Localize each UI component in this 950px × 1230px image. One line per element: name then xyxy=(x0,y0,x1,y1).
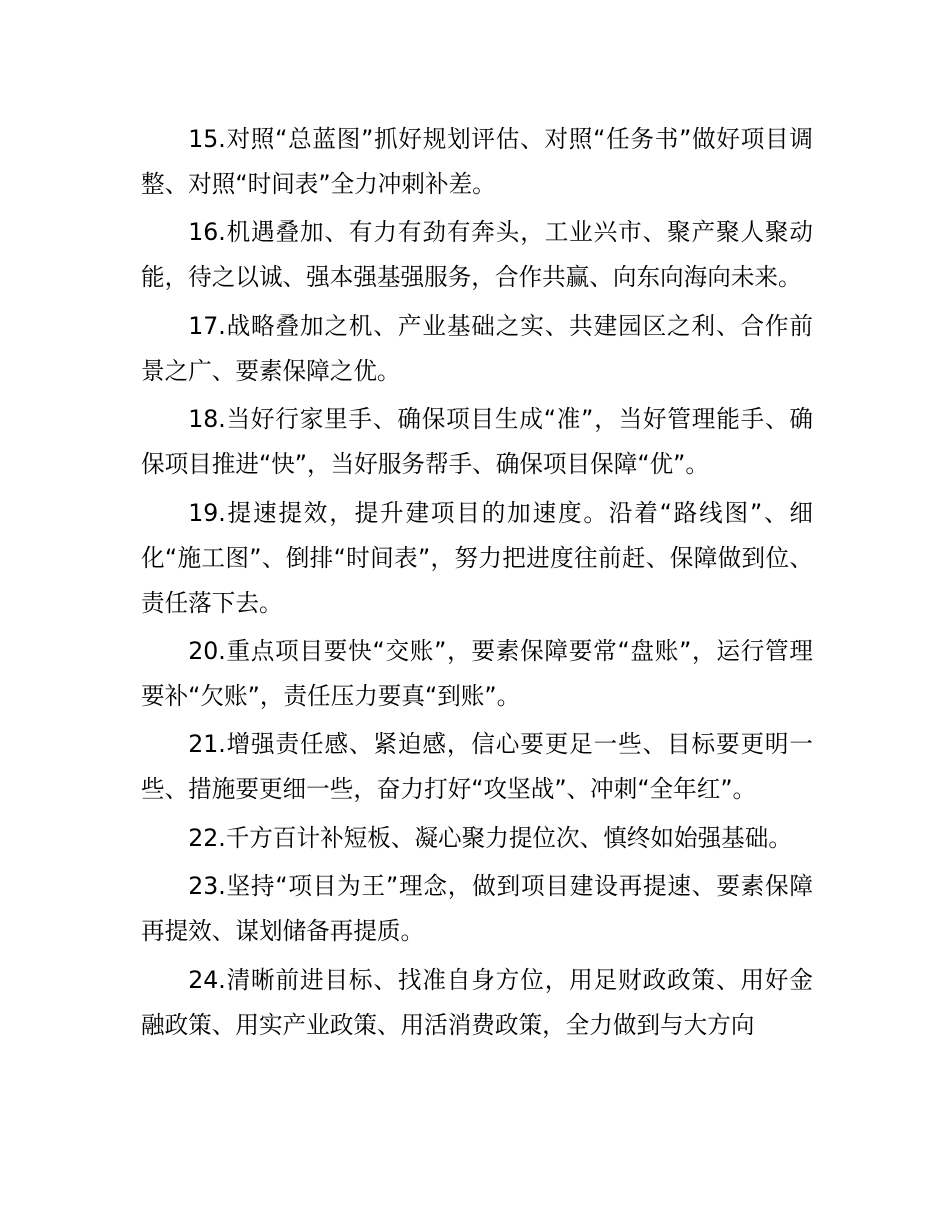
paragraph-18: 18.当好行家里手、确保项目生成“准”，当好管理能手、确保项目推进“快”，当好服务帮手、确保项目保障“优”。 xyxy=(141,405,813,479)
paragraph-17: 17.战略叠加之机、产业基础之实、共建园区之利、合作前景之广、要素保障之优。 xyxy=(141,311,813,385)
paragraph-15: 15.对照“总蓝图”抓好规划评估、对照“任务书”做好项目调整、对照“时间表”全力冲刺补差。 xyxy=(141,125,813,198)
paragraph-19: 19.提速提效，提升建项目的加速度。沿着“路线图”、细化“施工图”、倒排“时间表”，努力把进度往前赶、保障做到位、责任落下去。 xyxy=(141,498,813,617)
paragraph-23: 23.坚持“项目为王”理念，做到项目建设再提速、要素保障再提效、谋划储备再提质。 xyxy=(141,872,813,946)
paragraph-20: 20.重点项目要快“交账”，要素保障要常“盘账”，运行管理要补“欠账”，责任压力要真“到账”。 xyxy=(141,636,813,710)
paragraph-16: 16.机遇叠加、有力有劲有奔头，工业兴市、聚产聚人聚动能，待之以诚、强本强基强服务，合作共赢、向东向海向未来。 xyxy=(141,218,813,292)
paragraph-21: 21.增强责任感、紧迫感，信心要更足一些、目标要更明一些、措施要更细一些，奋力打好“攻坚战”、冲刺“全年红”。 xyxy=(141,730,813,804)
paragraph-24: 24.清晰前进目标、找准自身方位，用足财政政策、用好金融政策、用实产业政策、用活消费政策，全力做到与大方向 xyxy=(141,965,813,1039)
document-body xyxy=(141,117,813,1051)
paragraph-22: 22.千方百计补短板、凝心聚力提位次、慎终如始强基础。 xyxy=(188,823,792,852)
